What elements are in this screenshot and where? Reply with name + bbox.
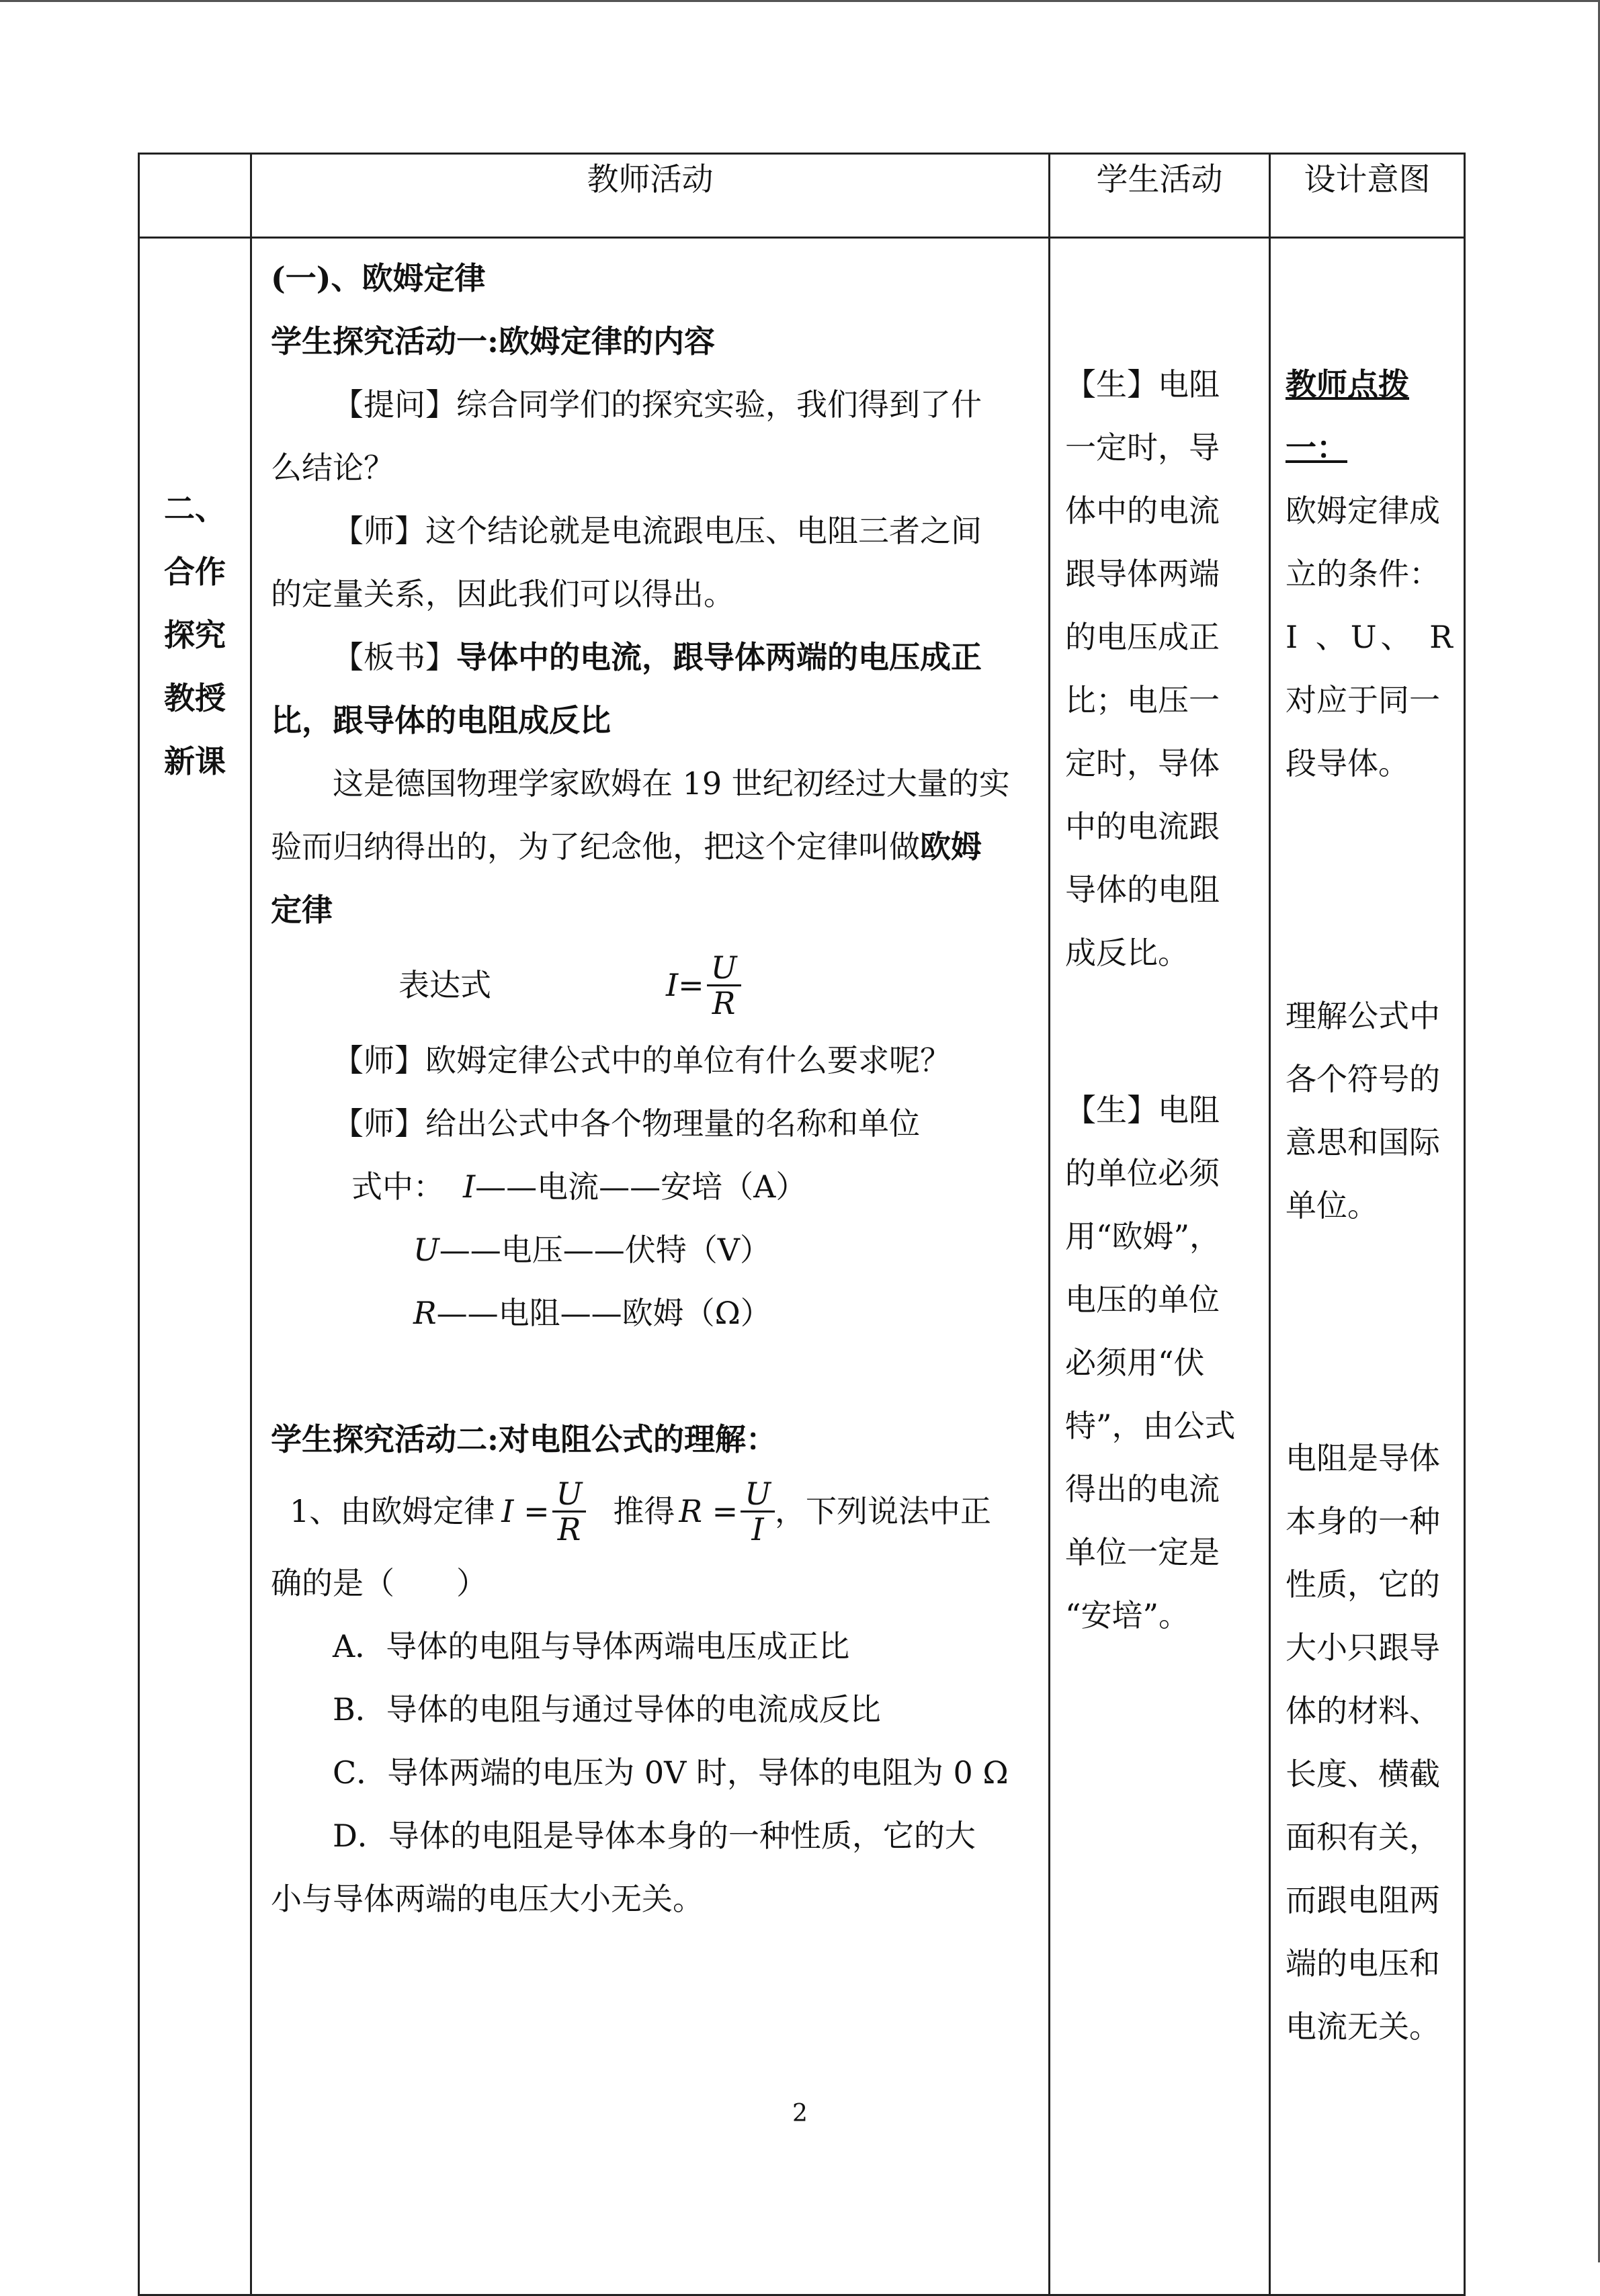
student-line: 体中的电流 [1065,493,1220,529]
section-label-line: 探究 [164,617,226,653]
student-line: 必须用“伏 [1065,1345,1205,1381]
design-line: 立的条件： [1286,556,1440,592]
design-line: 各个符号的 [1286,1061,1440,1097]
unit-description: ——电压——伏特（V） [439,1232,771,1268]
student-line: 【生】电阻 [1065,1092,1220,1128]
question-one [271,1471,1028,1551]
design-line: 端的电压和 [1286,1945,1440,1982]
design-line: 理解公式中 [1286,998,1440,1034]
unit-row-voltage [271,1218,1028,1281]
question-formula-1-num: U [552,1477,587,1513]
board-note-cont: 比，跟导体的电阻成反比 [271,702,611,738]
activity-one-title: 学生探究活动一:欧姆定律的内容 [271,323,715,359]
design-line: 电阻是导体 [1286,1440,1440,1476]
board-note-text: 导体中的电流，跟导体两端的电压成正 [456,639,982,675]
unit-row-resistance [271,1281,1028,1345]
design-line: 电流无关。 [1286,2008,1440,2045]
activity-two-title: 学生探究活动二:对电阻公式的理解： [271,1421,777,1457]
student-line: 导体的电阻 [1065,871,1220,908]
question-one-cont: 确的是（ ） [271,1565,487,1601]
student-line: 电压的单位 [1065,1281,1220,1318]
question-one-suffix: ，下列说法中正 [775,1493,991,1529]
unit-description: ——电流——安培（A） [475,1168,807,1205]
student-line: 得出的电流 [1065,1471,1220,1507]
formula-denominator: R [712,984,736,1021]
section-label-line: 新课 [164,743,226,779]
units-prefix: 式中： [351,1168,444,1205]
student-activity-cell [1050,238,1270,2295]
option-d: D．导体的电阻是导体本身的一种性质，它的大 [333,1818,976,1854]
question-line-cont: 么结论？ [271,450,394,486]
student-line: 【生】电阻 [1065,366,1220,402]
design-block-conditions [1286,479,1458,795]
table-header-row [139,154,1465,238]
design-line: 欧姆定律成 [1286,493,1440,529]
formula-label: 表达式 [398,967,491,1003]
question-formula-2-num: U [741,1477,775,1513]
section-label-line: 二、 [164,491,226,527]
teacher-remark: 【师】这个结论就是电流跟电压、电阻三者之间 [333,513,982,549]
design-line: 大小只跟导 [1286,1629,1440,1666]
formula-numerator: U [707,951,741,986]
student-line: 成反比。 [1065,935,1189,971]
student-line: 中的电流跟 [1065,808,1220,845]
question-line: 【提问】综合同学们的探究实验，我们得到了什 [333,386,982,423]
student-line: 的单位必须 [1065,1155,1220,1191]
design-line: 对应于同一 [1286,682,1440,718]
teacher-activity-cell [251,238,1050,2295]
student-line: 跟导体两端 [1065,556,1220,592]
ohm-history-text: 验而归纳得出的，为了纪念他，把这个定律叫做 [271,828,920,865]
unit-symbol: I [463,1168,476,1205]
unit-symbol: U [413,1232,439,1268]
design-title: 教师点拨 [1286,366,1409,402]
design-block-symbols [1286,984,1458,1237]
option-b: B．导体的电阻与通过导体的电流成反比 [333,1691,881,1728]
question-formula-1-den: R [557,1511,581,1547]
question-one-mid: 推得 [613,1493,675,1529]
question-formula-1 [552,1477,587,1546]
teacher-unit-question: 【师】欧姆定律公式中的单位有什么要求呢？ [333,1042,951,1078]
page-number: 2 [792,2100,808,2127]
design-line: 单位。 [1286,1187,1378,1224]
ohm-law-term-cont: 定律 [271,892,333,928]
question-formula-1-lhs: I = [501,1493,550,1529]
design-intent-cell [1270,238,1465,2295]
expression-formula [271,941,1028,1029]
section-label-cell [139,238,251,2295]
section-label-line: 教授 [164,680,226,716]
student-line: 的电压成正 [1065,619,1220,655]
question-formula-2 [741,1477,775,1546]
header-teacher-activity: 教师活动 [251,154,1050,238]
unit-row-current [271,1155,1028,1218]
section-label-line: 合作 [164,554,226,590]
student-line: 用“欧姆”， [1065,1218,1221,1255]
lesson-plan-table [138,153,1466,2296]
unit-symbol: R [413,1295,437,1331]
design-block-resistance [1286,1427,1458,2058]
question-formula-2-lhs: R = [679,1493,739,1529]
student-line: 单位一定是 [1065,1534,1220,1570]
question-formula-2-den: I [751,1511,764,1547]
ohm-law-term: 欧姆 [920,828,982,865]
header-student-activity: 学生活动 [1050,154,1270,238]
design-line: 性质，它的 [1286,1566,1440,1603]
student-line: 特”，由公式 [1065,1408,1236,1444]
student-line: 比；电压一 [1065,682,1220,718]
design-line: 而跟电阻两 [1286,1882,1440,1918]
option-c: C．导体两端的电压为 0V 时，导体的电阻为 0 Ω [333,1754,1009,1791]
ohm-law-heading: (一)、欧姆定律 [271,260,486,296]
design-line: I 、U、 R [1286,619,1457,655]
teacher-remark-cont: 的定量关系，因此我们可以得出。 [271,576,734,612]
student-line: 一定时，导 [1065,429,1220,466]
design-line: 体的材料、 [1286,1693,1440,1729]
design-line: 意思和国际 [1286,1124,1440,1160]
option-d-cont: 小与导体两端的电压大小无关。 [271,1881,704,1917]
student-line: “安培”。 [1065,1597,1190,1633]
board-note [271,626,1028,689]
student-response-1 [1065,353,1263,984]
design-title-cont: 一： [1286,429,1347,466]
design-line: 段导体。 [1286,745,1409,781]
board-note-prefix: 【板书】 [333,639,456,675]
formula-lhs: I= [666,967,704,1003]
design-line: 面积有关， [1286,1819,1440,1855]
header-design-intent: 设计意图 [1270,154,1465,238]
design-line: 本身的一种 [1286,1503,1440,1539]
question-one-prefix: 1、由欧姆定律 [290,1493,495,1529]
design-line: 长度、横截 [1286,1756,1440,1792]
ohm-history-line: 这是德国物理学家欧姆在 19 世纪初经过大量的实 [333,765,1010,802]
table-body-row [139,238,1465,2295]
student-response-2 [1065,1078,1263,1647]
option-a: A．导体的电阻与导体两端电压成正比 [333,1628,850,1664]
header-blank-cell [139,154,251,238]
unit-description: ——电阻——欧姆（Ω） [436,1295,771,1331]
formula-fraction [707,951,741,1020]
ohm-history-line-2 [271,815,1028,878]
student-line: 定时，导体 [1065,745,1220,781]
teacher-unit-intro: 【师】给出公式中各个物理量的名称和单位 [333,1105,920,1142]
